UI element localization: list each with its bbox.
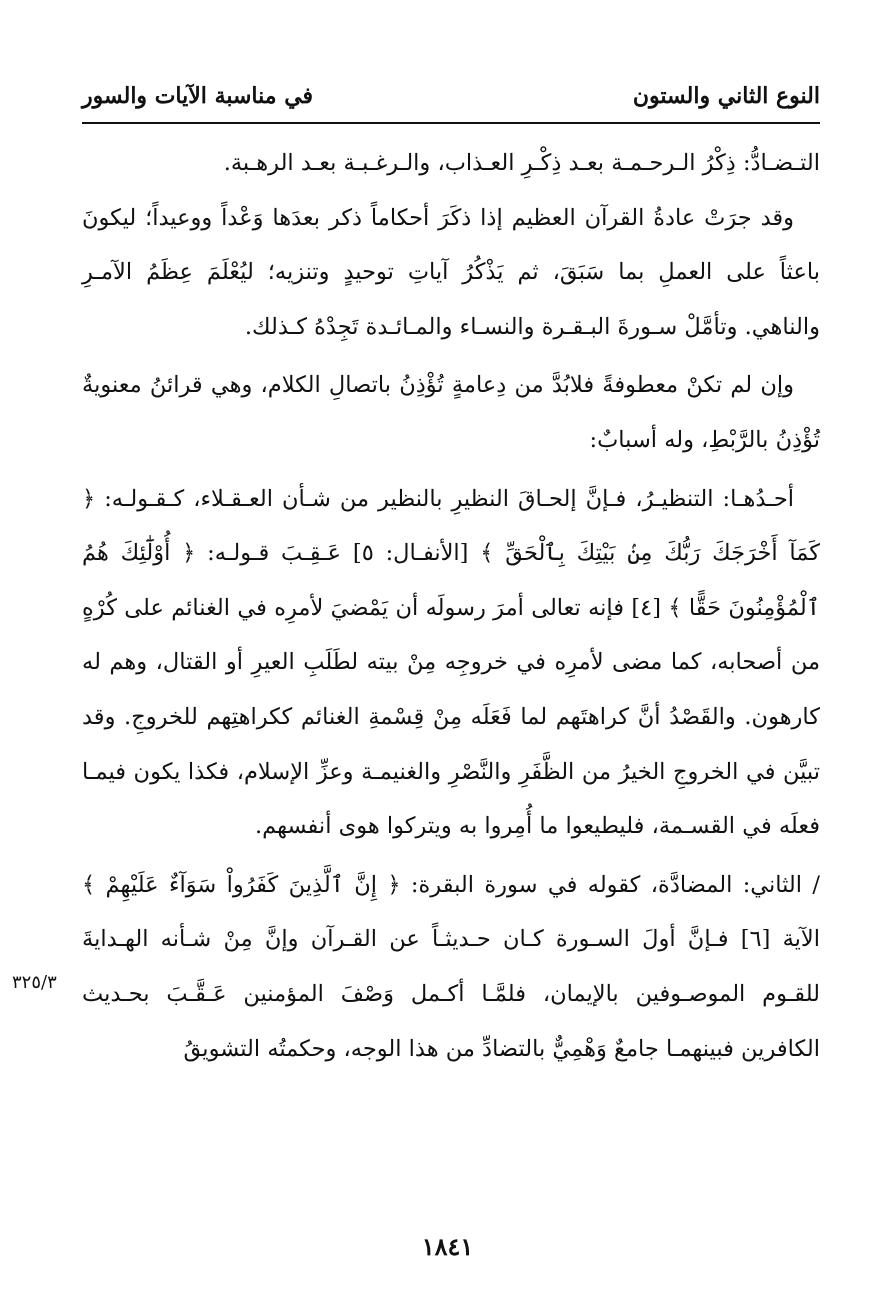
header-rule <box>82 122 820 124</box>
paragraph-connection: وإن لم تكنْ معطوفةً فلابُدَّ من دِعامةٍ تُؤْذِنُ باتصالِ الكلام، وهي قرائنُ معنويةٌ تُؤْذِنُ بالرَّبْطِ، وله أسبابٌ: <box>82 372 820 453</box>
paragraph-first-reason: أحـدُهـا: التنظيـرُ، فـإنَّ إلحـاقَ النظيرِ بالنظير من شـأن العـقـلاء، كـقـولـه: ﴿ كَمَآ أَخْرَجَكَ رَبُّكَ مِنۢ بَيْتِكَ بِٱلْحَقِّ ﴾ [الأنفـال: ٥] عَـقِـبَ قـولـه: ﴿ أُوْلَٰٓئِكَ هُمُ ٱلْمُؤْمِنُونَ حَقًّا ﴾ [٤] فإنه تعالى أمرَ رسولَه أن يَمْضيَ لأمرِه في الغنائم على كُرْهٍ من أصحابه، كما مضى لأمرِه في خروجِه مِنْ بيته لطَلَبِ العيرِ أو القتال، وهم له كارهون. والقَصْدُ أنَّ كراهتَهم لما فَعَلَه مِنْ قِسْمةِ الغنائم ككراهتِهم للخروجِ. وقد تبيَّن في الخروجِ الخيرُ من الظَّفَرِ والنَّصْرِ والغنيمـة وعزِّ الإسلام، فكذا يكون فيمـا فعلَه في القسـمة، فليطيعوا ما أُمِروا به ويتركوا هوى أنفسهم. <box>82 485 820 840</box>
margin-reference: ٣٢٥/٣ <box>12 972 57 993</box>
paragraph-quran-custom: وقد جرَتْ عادةُ القرآن العظيم إذا ذكَرَ أحكاماً ذكر بعدَها وَعْداً ووعيداً؛ ليكونَ باعثاً على العملِ بما سَبَقَ، ثم يَذْكُرُ آياتِ توحيدٍ وتنزيه؛ ليُعْلَمَ عِظَمُ الآمـرِ والناهي. وتأمَّلْ سـورةَ البـقـرة والنسـاء والمـائـدة تَجِدْهُ كـذلك. <box>82 204 820 340</box>
header-section-title: في مناسبة الآيات والسور <box>82 83 314 109</box>
paragraph-second-reason: / الثاني: المضادَّة، كقوله في سورة البقرة: ﴿ إِنَّ ٱلَّذِينَ كَفَرُواْ سَوَآءٌ عَلَيْهِمْ ﴾ الآية [٦] فـإنَّ أولَ السـورة كـان حـديثـاً عن القـرآن وإنَّ مِنْ شـأنه الهـدايةَ للقـوم الموصـوفين بالإيمان، فلمَّـا أكـمل وَصْفَ المؤمنين عَـقَّـبَ بحـديث الكافرين فبينهمـا جامعٌ وَهْمِيٌّ بالتضادِّ من هذا الوجه، وحكمتُه التشويقُ <box>82 871 821 1062</box>
body-text <box>82 136 820 1076</box>
page-number: ١٨٤١ <box>421 1232 474 1261</box>
header-chapter-title: النوع الثاني والستون <box>632 83 820 109</box>
running-header <box>82 76 820 116</box>
paragraph-opposition: التـضـادُّ: ذِكْرُ الـرحـمـة بعـد ذِكْـرِ العـذاب، والـرغـبـة بعـد الرهـبة. <box>223 150 820 176</box>
